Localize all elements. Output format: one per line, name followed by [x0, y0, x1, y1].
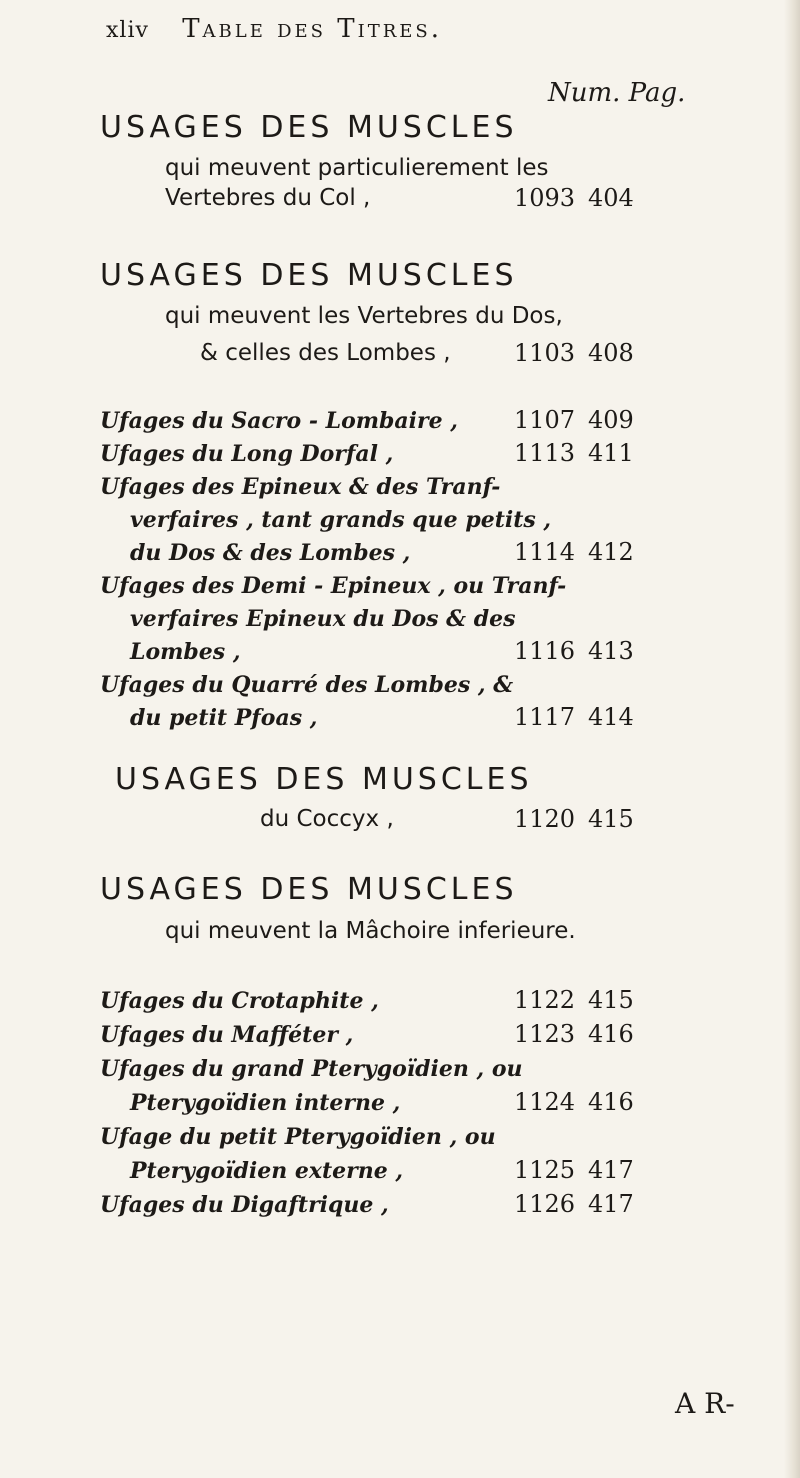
entry-line: Ufage du petit Pterygoïdien , ou	[100, 1124, 496, 1150]
entry-number: 1123	[514, 1020, 576, 1048]
entry-line: Ufages des Demi - Epineux , ou Tranf-	[100, 573, 567, 599]
page-number: 404	[588, 184, 634, 212]
folio: xliv	[106, 18, 149, 43]
entry-line: Ufages du Sacro - Lombaire ,	[100, 408, 458, 434]
page-number: 411	[588, 439, 634, 467]
catchword: A R-	[675, 1387, 735, 1420]
page-number: 416	[588, 1088, 634, 1116]
entry-line: Ufages du Crotaphite ,	[100, 988, 379, 1014]
section-heading: USAGES DES MUSCLES	[115, 762, 533, 797]
entry-line: Ufages du Digaftrique ,	[100, 1192, 389, 1218]
entry-number: 1093	[514, 184, 576, 212]
entry-line: Ufages du Quarré des Lombes , &	[100, 672, 514, 698]
entry-line: Pterygoïdien externe ,	[130, 1158, 404, 1184]
page-number: 413	[588, 637, 634, 665]
section-heading: USAGES DES MUSCLES	[100, 258, 518, 293]
entry-number: 1120	[514, 805, 576, 833]
entry-number: 1113	[514, 439, 576, 467]
page-number: 417	[588, 1156, 634, 1184]
entry-line: Pterygoïdien interne ,	[130, 1090, 401, 1116]
entry-line: verfaires Epineux du Dos & des	[130, 606, 516, 632]
page-number: 417	[588, 1190, 634, 1218]
page-number: 412	[588, 538, 634, 566]
entry-number: 1107	[514, 406, 576, 434]
entry-line: du Dos & des Lombes ,	[130, 540, 411, 566]
section-line: qui meuvent particulierement les	[165, 155, 549, 181]
column-heads: Num. Pag.	[548, 78, 686, 108]
entry-line: Ufages du Long Dorfal ,	[100, 441, 394, 467]
page-number: 408	[588, 339, 634, 367]
page-number: 416	[588, 1020, 634, 1048]
entry-number: 1122	[514, 986, 576, 1014]
entry-number: 1114	[514, 538, 576, 566]
entry-number: 1125	[514, 1156, 576, 1184]
entry-line: verfaires , tant grands que petits ,	[130, 507, 552, 533]
running-head	[106, 14, 442, 44]
entry-number: 1117	[514, 703, 576, 731]
section-line: qui meuvent la Mâchoire inferieure.	[165, 918, 576, 944]
entry-line: Ufages des Epineux & des Tranf-	[100, 474, 501, 500]
section-line: qui meuvent les Vertebres du Dos,	[165, 303, 563, 329]
section-line: du Coccyx ,	[260, 806, 394, 832]
page-number: 415	[588, 986, 634, 1014]
page-edge	[784, 0, 800, 1478]
entry-line: du petit Pfoas ,	[130, 705, 318, 731]
running-title: Table des Titres.	[182, 14, 443, 44]
entry-number: 1124	[514, 1088, 576, 1116]
section-heading: USAGES DES MUSCLES	[100, 872, 518, 907]
page-number: 409	[588, 406, 634, 434]
page-number: 414	[588, 703, 634, 731]
section-heading: USAGES DES MUSCLES	[100, 110, 518, 145]
entry-number: 1116	[514, 637, 576, 665]
section-line: Vertebres du Col ,	[165, 185, 371, 211]
section-line: & celles des Lombes ,	[200, 340, 451, 366]
entry-number: 1126	[514, 1190, 576, 1218]
entry-line: Ufages du grand Pterygoïdien , ou	[100, 1056, 523, 1082]
entry-line: Ufages du Mafféter ,	[100, 1022, 354, 1048]
entry-number: 1103	[514, 339, 576, 367]
page-number: 415	[588, 805, 634, 833]
entry-line: Lombes ,	[130, 639, 241, 665]
